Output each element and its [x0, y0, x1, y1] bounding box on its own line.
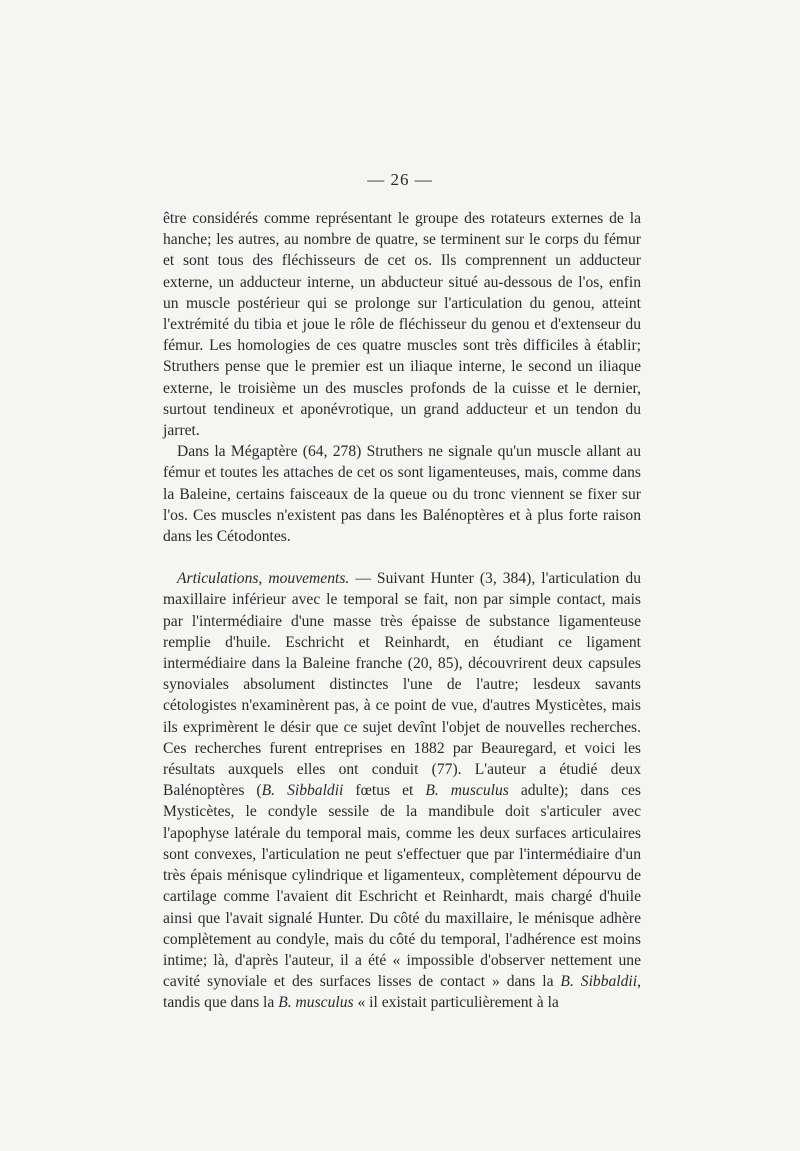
species-name: B. musculus	[278, 994, 354, 1012]
paragraph-1: être considérés comme représentant le groupe des rotateurs externes de la hanche; les autres, au nombre de quatre, se terminent sur le corps du fémur et sont tous des fléchisseurs de cet os. Ils comprennent un adducteur externe, un adducteur interne, un abducteur situé au-dessous de l'os, enfin un muscle postérieur qui se prolonge sur l'articulation du genou, atteint l'extrémité du tibia et joue le rôle de fléchisseur du genou et d'extenseur du fémur. Les homologies de ces quatre muscles sont très difficiles à établir; Struthers pense que le premier est un iliaque interne, le second un iliaque externe, le troisième un des muscles profonds de la cuisse et le dernier, surtout tendineux et aponévrotique, un grand adducteur et un tendon du jarret.	[163, 210, 641, 440]
paragraph-2: Dans la Mégaptère (64, 278) Struthers ne signale qu'un muscle allant au fémur et toutes les attaches de cet os sont ligamenteuses, mais, comme dans la Baleine, certains faisceaux de la queue ou du tronc viennent se fixer sur l'os. Ces muscles n'existent pas dans les Balénoptères et à plus forte raison dans les Cétodontes.	[163, 443, 641, 546]
species-name: B. Sibbaldii	[560, 973, 638, 991]
species-name: B. musculus	[425, 782, 509, 800]
page-number: — 26 —	[367, 170, 433, 189]
section-text: adulte); dans ces Mysticètes, le condyle sessile de la mandibule doit s'articuler avec l'apophyse latérale du temporal mais, comme les deux surfaces articulaires sont convexes, l'articulation ne peut s'effectuer que par l'intermédiaire d'un très épais ménisque cylindrique et ligamenteux, complètement dépourvu de cartilage comme l'avaient dit Eschricht et Reinhardt, mais chargé d'huile ainsi que l'avait signalé Hunter. Du côté du maxillaire, le ménisque adhère complètement au condyle, mais du côté du temporal, l'adhérence est moins intime; là, d'après l'auteur, il a été « impossible d'observer nettement une cavité synoviale et des surfaces lisses de contact » dans la	[163, 782, 641, 991]
section-text: — Suivant Hunter (3, 384), l'articulation du maxillaire inférieur avec le temporal se fait, non par simple contact, mais par l'intermédiaire d'une masse très épaisse de substance ligamenteuse remplie d'huile. Eschricht et Reinhardt, en étudiant ce ligament intermédiaire dans la Baleine franche (20, 85), découvrirent deux capsules synoviales absolument distinctes l'une de l'autre; lesdeux savants cétologistes n'examinèrent pas, à ce point de vue, d'autres Mysticètes, mais ils exprimèrent le désir que ce sujet devînt l'objet de nouvelles recherches. Ces recherches furent entreprises en 1882 par Beauregard, et voici les résultats auxquels elles ont conduit (77). L'auteur a étudié deux Balénoptères (	[163, 570, 641, 800]
section-heading: Articulations, mouvements.	[177, 570, 350, 588]
section-text: « il existait particulièrement à la	[353, 994, 559, 1012]
species-name: B. Sibbaldii	[261, 782, 344, 800]
section-text: , tandis que dans la	[163, 973, 641, 1012]
section-text: fœtus et	[343, 782, 426, 800]
body-text	[163, 208, 641, 1014]
section-articulations	[163, 568, 641, 1013]
